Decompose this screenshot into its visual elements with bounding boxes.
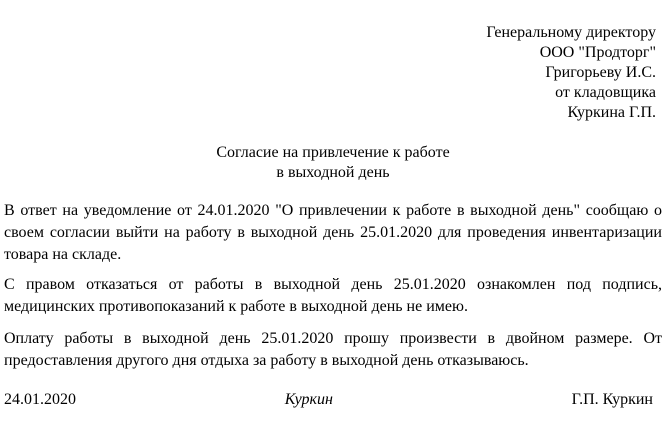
addressee-line-sender-position: от кладовщика xyxy=(555,84,656,101)
paragraph-consent-response: В ответ на уведомление от 24.01.2020 "О привлечении к работе в выходной день" сообщаю о своем согласии выйти на работу в выходной день 25.01.2020 для проведения инвентаризации товара на складе. xyxy=(4,202,662,263)
document-title-line-2: в выходной день xyxy=(276,164,390,181)
signature-row xyxy=(4,389,662,411)
document-title xyxy=(4,143,662,183)
addressee-line-sender-name: Куркина Г.П. xyxy=(567,104,656,121)
handwritten-signature: Куркин xyxy=(284,391,333,408)
addressee-line-company: ООО "Продторг" xyxy=(539,44,656,61)
paragraph-refusal-right: С правом отказаться от работы в выходной день 25.01.2020 ознакомлен под подпись, медицинских противопоказаний к работе в выходной день не имею. xyxy=(4,276,662,315)
addressee-line-recipient-title: Генеральному директору xyxy=(486,24,656,41)
document-title-line-1: Согласие на привлечение к работе xyxy=(216,144,450,161)
paragraph-payment-terms: Оплату работы в выходной день 25.01.2020 прошу произвести в двойном размере. От предоставления другого дня отдыха за работу в выходной день отказываюсь. xyxy=(4,330,662,369)
signer-name: Г.П. Куркин xyxy=(571,391,653,408)
addressee-block xyxy=(4,23,656,123)
document-date: 24.01.2020 xyxy=(4,391,76,408)
addressee-line-recipient-name: Григорьеву И.С. xyxy=(545,64,656,81)
